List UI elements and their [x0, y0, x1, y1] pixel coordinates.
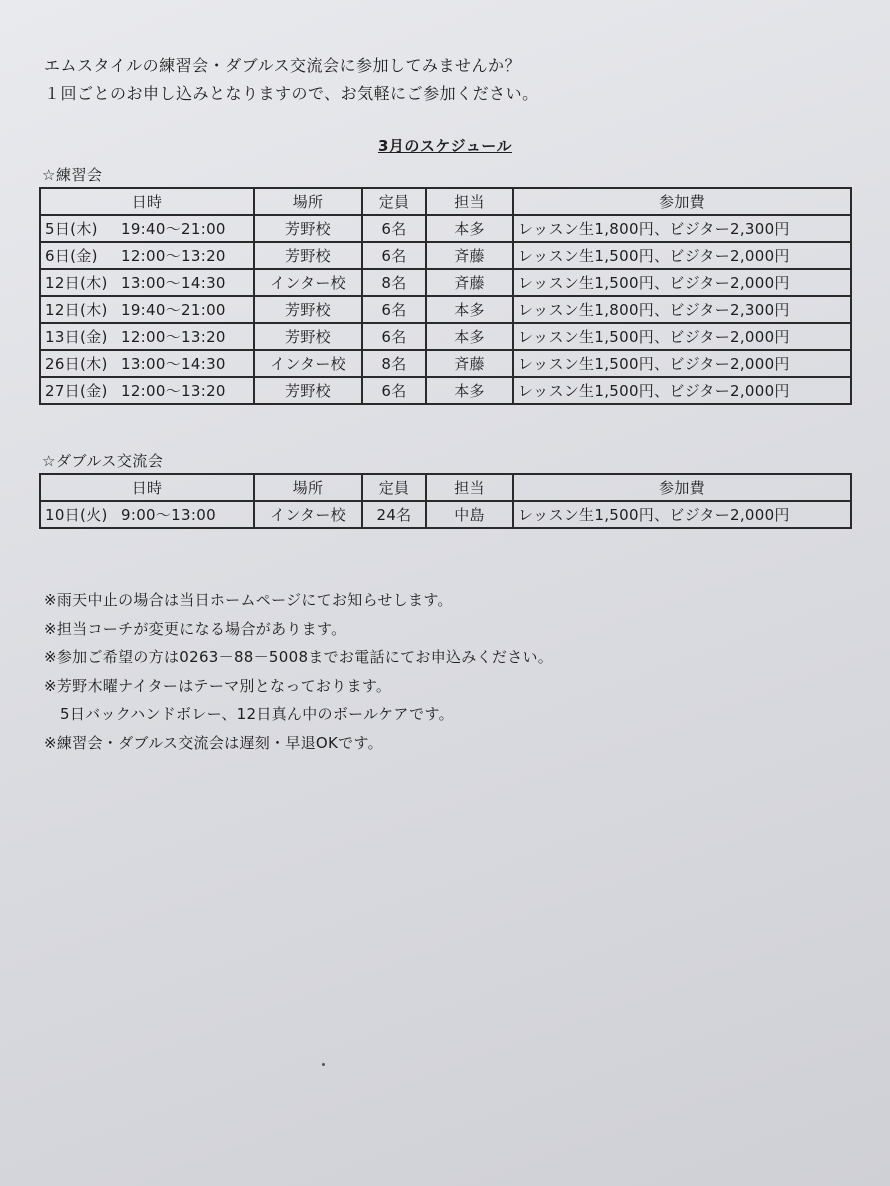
- table-row: [40, 377, 851, 404]
- coach-cell: 本多: [426, 215, 513, 242]
- date-text: 26日(木): [45, 355, 108, 373]
- date-text: 12日(木): [45, 301, 108, 319]
- paper-speck: [322, 1063, 325, 1066]
- table-row: [40, 350, 851, 377]
- note-item: 5日バックハンドボレー、12日真ん中のボールケアです。: [60, 705, 454, 723]
- capacity-cell: 6名: [362, 323, 426, 350]
- header-fee: 参加費: [513, 474, 851, 501]
- header-capacity: 定員: [362, 474, 426, 501]
- header-fee: 参加費: [513, 188, 851, 215]
- coach-cell: 本多: [426, 296, 513, 323]
- table-row: [40, 501, 851, 528]
- place-cell: 芳野校: [254, 323, 362, 350]
- intro-line-1: エムスタイルの練習会・ダブルス交流会に参加してみませんか？: [44, 56, 522, 75]
- time-text: 12:00～13:20: [121, 247, 226, 265]
- date-text: 12日(木): [45, 274, 108, 292]
- header-datetime: 日時: [40, 188, 254, 215]
- time-text: 19:40～21:00: [121, 220, 226, 238]
- table-header-row: [40, 188, 851, 215]
- fee-cell: レッスン生1,500円、ビジター2,000円: [513, 350, 851, 377]
- capacity-cell: 24名: [362, 501, 426, 528]
- place-cell: 芳野校: [254, 215, 362, 242]
- header-place: 場所: [254, 188, 362, 215]
- coach-cell: 斉藤: [426, 242, 513, 269]
- capacity-cell: 6名: [362, 215, 426, 242]
- notes-list: [44, 586, 553, 757]
- time-text: 19:40～21:00: [121, 301, 226, 319]
- note-item: ※担当コーチが変更になる場合があります。: [44, 619, 347, 638]
- header-coach: 担当: [426, 188, 513, 215]
- time-text: 9:00～13:00: [121, 506, 216, 524]
- coach-cell: 中島: [426, 501, 513, 528]
- header-place: 場所: [254, 474, 362, 501]
- capacity-cell: 8名: [362, 269, 426, 296]
- date-text: 10日(火): [45, 506, 108, 524]
- datetime-cell: [40, 296, 254, 323]
- time-text: 13:00～14:30: [121, 355, 226, 373]
- fee-cell: レッスン生1,500円、ビジター2,000円: [513, 269, 851, 296]
- capacity-cell: 6名: [362, 242, 426, 269]
- note-item: ※練習会・ダブルス交流会は遅刻・早退OKです。: [44, 733, 383, 752]
- datetime-cell: [40, 242, 254, 269]
- datetime-cell: [40, 350, 254, 377]
- capacity-cell: 6名: [362, 296, 426, 323]
- date-text: 5日(木): [45, 220, 98, 238]
- time-text: 12:00～13:20: [121, 328, 226, 346]
- practice-section-label: ☆練習会: [42, 166, 103, 184]
- fee-cell: レッスン生1,500円、ビジター2,000円: [513, 323, 851, 350]
- date-text: 27日(金): [45, 382, 108, 400]
- header-capacity: 定員: [362, 188, 426, 215]
- fee-cell: レッスン生1,800円、ビジター2,300円: [513, 215, 851, 242]
- table-row: [40, 215, 851, 242]
- header-coach: 担当: [426, 474, 513, 501]
- fee-cell: レッスン生1,500円、ビジター2,000円: [513, 377, 851, 404]
- date-text: 6日(金): [45, 247, 98, 265]
- coach-cell: 本多: [426, 323, 513, 350]
- date-text: 13日(金): [45, 328, 108, 346]
- header-datetime: 日時: [40, 474, 254, 501]
- note-item: ※雨天中止の場合は当日ホームページにてお知らせします。: [44, 591, 453, 609]
- place-cell: インター校: [254, 350, 362, 377]
- table-row: [40, 269, 851, 296]
- fee-cell: レッスン生1,800円、ビジター2,300円: [513, 296, 851, 323]
- intro-text: [44, 52, 539, 108]
- capacity-cell: 8名: [362, 350, 426, 377]
- coach-cell: 斉藤: [426, 269, 513, 296]
- note-item: ※参加ご希望の方は0263－88－5008までお電話にてお申込みください。: [44, 648, 554, 666]
- datetime-cell: [40, 501, 254, 528]
- coach-cell: 斉藤: [426, 350, 513, 377]
- time-text: 12:00～13:20: [121, 382, 226, 400]
- place-cell: 芳野校: [254, 377, 362, 404]
- capacity-cell: 6名: [362, 377, 426, 404]
- place-cell: 芳野校: [254, 296, 362, 323]
- schedule-title: 3月のスケジュール: [377, 137, 513, 155]
- place-cell: インター校: [254, 501, 362, 528]
- table-header-row: [40, 474, 851, 501]
- practice-schedule-table: [39, 187, 852, 405]
- datetime-cell: [40, 377, 254, 404]
- doubles-section-label: ☆ダブルス交流会: [42, 452, 164, 470]
- fee-cell: レッスン生1,500円、ビジター2,000円: [513, 501, 851, 528]
- datetime-cell: [40, 269, 254, 296]
- note-item: ※芳野木曜ナイターはテーマ別となっております。: [44, 676, 392, 695]
- place-cell: インター校: [254, 269, 362, 296]
- table-row: [40, 323, 851, 350]
- time-text: 13:00～14:30: [121, 274, 226, 292]
- place-cell: 芳野校: [254, 242, 362, 269]
- datetime-cell: [40, 323, 254, 350]
- datetime-cell: [40, 215, 254, 242]
- doubles-schedule-table: [39, 473, 852, 529]
- table-row: [40, 296, 851, 323]
- coach-cell: 本多: [426, 377, 513, 404]
- fee-cell: レッスン生1,500円、ビジター2,000円: [513, 242, 851, 269]
- intro-line-2: １回ごとのお申し込みとなりますので、お気軽にご参加ください。: [44, 84, 539, 103]
- table-row: [40, 242, 851, 269]
